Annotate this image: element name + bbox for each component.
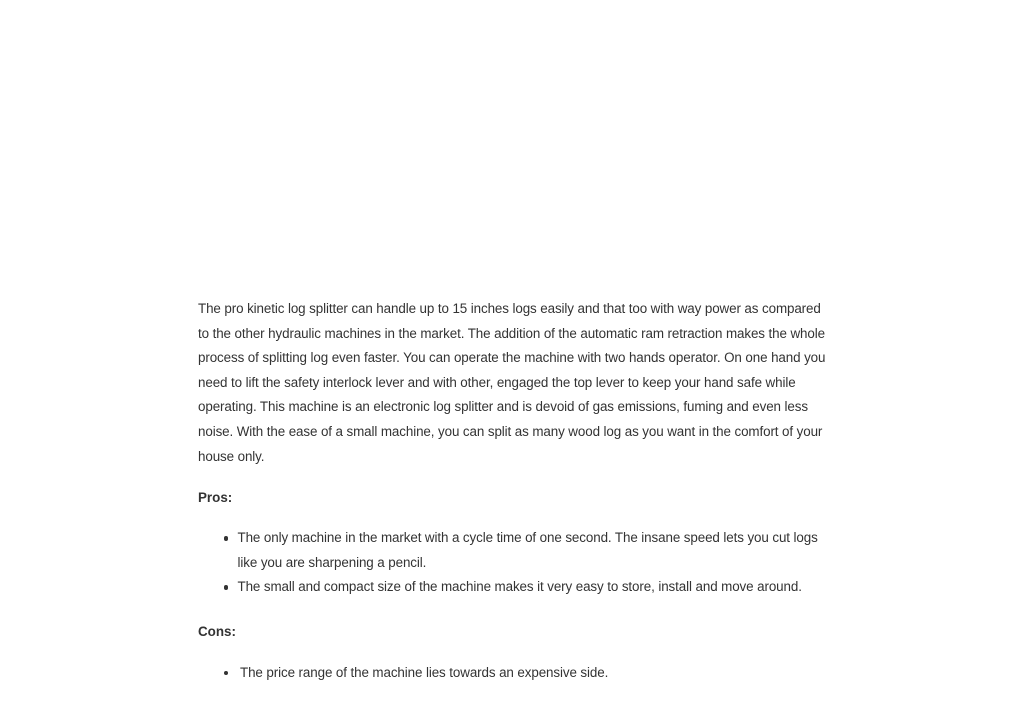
product-description: The pro kinetic log splitter can handle up to 15 inches logs easily and that too with way power as compared to the other hydraulic machines in the market. The addition of the automatic ram retraction makes the whole process of splitting log even faster. You can operate the machine with two hands operator. On one hand you need to lift the safety interlock lever and with other, engaged the top lever to keep your hand safe while operating. This machine is an electronic log splitter and is devoid of gas emissions, fuming and even less noise. With the ease of a small machine, you can split as many wood log as you want in the comfort of your house only. [198,301,826,464]
cons-heading: Cons: [198,624,236,640]
bullet-icon [224,585,229,590]
pros-list [198,526,826,600]
bullet-icon [224,536,229,541]
pros-heading: Pros: [198,489,233,505]
bullet-icon [224,671,229,676]
pros-list-item [238,575,827,600]
pros-item-text: The only machine in the market with a cycle time of one second. The insane speed lets you cut logs like you are sharpening a pencil. [237,530,818,570]
cons-item-text: The price range of the machine lies towards an expensive side. [240,664,609,680]
cons-list-item [238,661,827,686]
pros-list-item [238,526,827,575]
pros-item-text: The small and compact size of the machine makes it very easy to store, install and move around. [237,579,802,595]
cons-list [198,661,826,686]
article-body [198,297,826,685]
